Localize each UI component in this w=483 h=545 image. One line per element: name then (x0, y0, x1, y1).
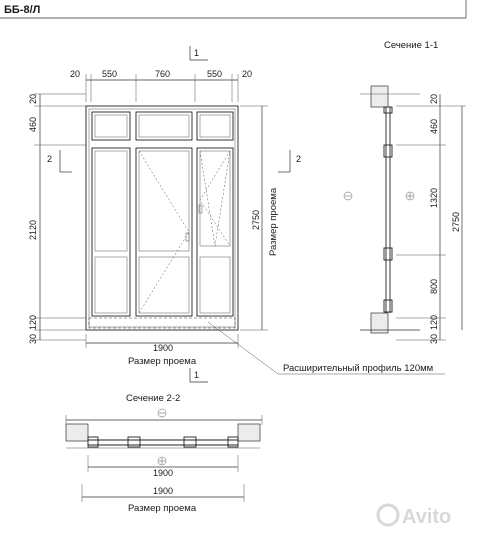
door-leaf-center (136, 148, 192, 316)
cut-marker-2-left: 2 (47, 154, 53, 164)
transom-panel-right (197, 112, 233, 140)
transom-panel-center (136, 112, 192, 140)
top-dim-3: 760 (155, 69, 171, 79)
sash-right (197, 148, 233, 316)
expansion-profile-annotation: Расширительный профиль 120мм (283, 363, 434, 374)
section-1-dim-5: 120 (429, 314, 439, 330)
bottom-dim: 1900 (153, 343, 174, 353)
sash-opening-lines (200, 151, 230, 246)
cut-marker-1-bottom: 1 (194, 370, 200, 380)
cut-marker-2-right: 2 (296, 154, 302, 164)
section-2-title: Сечение 2-2 (126, 393, 181, 404)
right-dim-total: 2750 (251, 209, 261, 230)
left-dim-3: 2120 (28, 219, 38, 240)
sash-handle (199, 205, 202, 213)
side-panel-left (92, 148, 130, 316)
watermark-text: Avito (402, 506, 452, 528)
section-1-top-wall (371, 86, 388, 107)
section-1-dim-4: 800 (429, 278, 439, 294)
door-opening-lines (139, 151, 189, 313)
section-2-size-label: Размер проема (128, 503, 197, 514)
section-1-dim-3: 1320 (429, 187, 439, 208)
section-2-right-wall (238, 424, 260, 441)
section-2-dim-inner: 1900 (153, 468, 174, 478)
left-dim-4: 120 (28, 314, 38, 330)
top-dim-5: 20 (242, 69, 253, 79)
left-dim-1: 20 (28, 93, 38, 104)
section-1-dim-1: 20 (429, 93, 439, 104)
section-1-dim-6: 30 (429, 333, 439, 344)
watermark-logo-icon (378, 505, 398, 525)
bottom-size-label: Размер проема (128, 356, 197, 367)
section-1-title: Сечение 1-1 (384, 40, 439, 51)
drawing-title: ББ-8/Л (4, 4, 41, 16)
top-dim-4: 550 (207, 69, 223, 79)
transom-panel-left (92, 112, 130, 140)
top-dim-2: 550 (102, 69, 118, 79)
left-dim-5: 30 (28, 333, 38, 344)
left-dim-2: 460 (28, 116, 38, 132)
section-2-dim-outer: 1900 (153, 486, 174, 496)
expansion-profile (89, 318, 235, 328)
right-size-label: Размер проема (268, 187, 279, 256)
cut-marker-1-top: 1 (194, 48, 200, 58)
section-2-left-wall (66, 424, 88, 441)
section-1-total: 2750 (451, 211, 461, 232)
section-1-dim-2: 460 (429, 118, 439, 134)
top-dim-1: 20 (70, 69, 81, 79)
